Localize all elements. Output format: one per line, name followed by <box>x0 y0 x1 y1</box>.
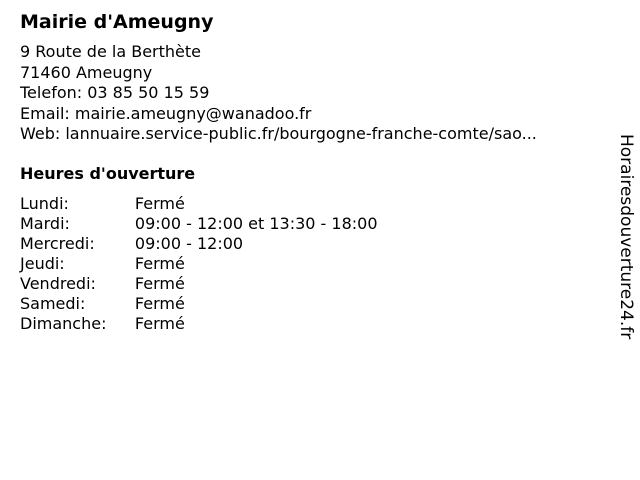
hours-row-samedi <box>20 294 378 314</box>
day-label: Mardi: <box>20 213 70 233</box>
day-hours: Fermé <box>134 273 185 293</box>
day-label: Mercredi: <box>20 233 95 253</box>
hours-heading: Heures d'ouverture <box>20 163 196 183</box>
email-line: Email: mairie.ameugny@wanadoo.fr <box>20 103 312 123</box>
phone-line: Telefon: 03 85 50 15 59 <box>20 83 210 102</box>
day-hours: Fermé <box>134 313 185 333</box>
day-hours: 09:00 - 12:00 <box>134 233 244 253</box>
day-label: Jeudi: <box>20 253 65 273</box>
hours-row-jeudi <box>20 254 378 274</box>
hours-row-mardi <box>20 214 378 234</box>
site-watermark-label: Horairesdouverture24.fr <box>616 134 636 340</box>
day-label: Vendredi: <box>20 273 96 293</box>
hours-table <box>20 194 378 334</box>
web-line <box>20 124 600 145</box>
day-hours: Fermé <box>134 293 185 313</box>
day-hours: Fermé <box>134 193 185 213</box>
street-address: 9 Route de la Berthète <box>20 42 201 61</box>
day-label: Samedi: <box>20 293 86 313</box>
hours-row-mercredi <box>20 234 378 254</box>
opening-hours-card <box>20 10 600 334</box>
place-title: Mairie d'Ameugny <box>20 11 214 33</box>
day-hours: Fermé <box>134 253 185 273</box>
day-label: Lundi: <box>20 193 69 213</box>
web-prefix: Web: <box>20 124 66 143</box>
hours-row-dimanche <box>20 314 378 334</box>
postal-city: 71460 Ameugny <box>20 62 153 82</box>
website-link[interactable]: lannuaire.service-public.fr/bourgogne-franche-comte/sao... <box>65 124 537 143</box>
day-label: Dimanche: <box>20 313 107 333</box>
day-hours: 09:00 - 12:00 et 13:30 - 18:00 <box>134 213 378 233</box>
hours-row-lundi <box>20 194 378 214</box>
hours-row-vendredi <box>20 274 378 294</box>
